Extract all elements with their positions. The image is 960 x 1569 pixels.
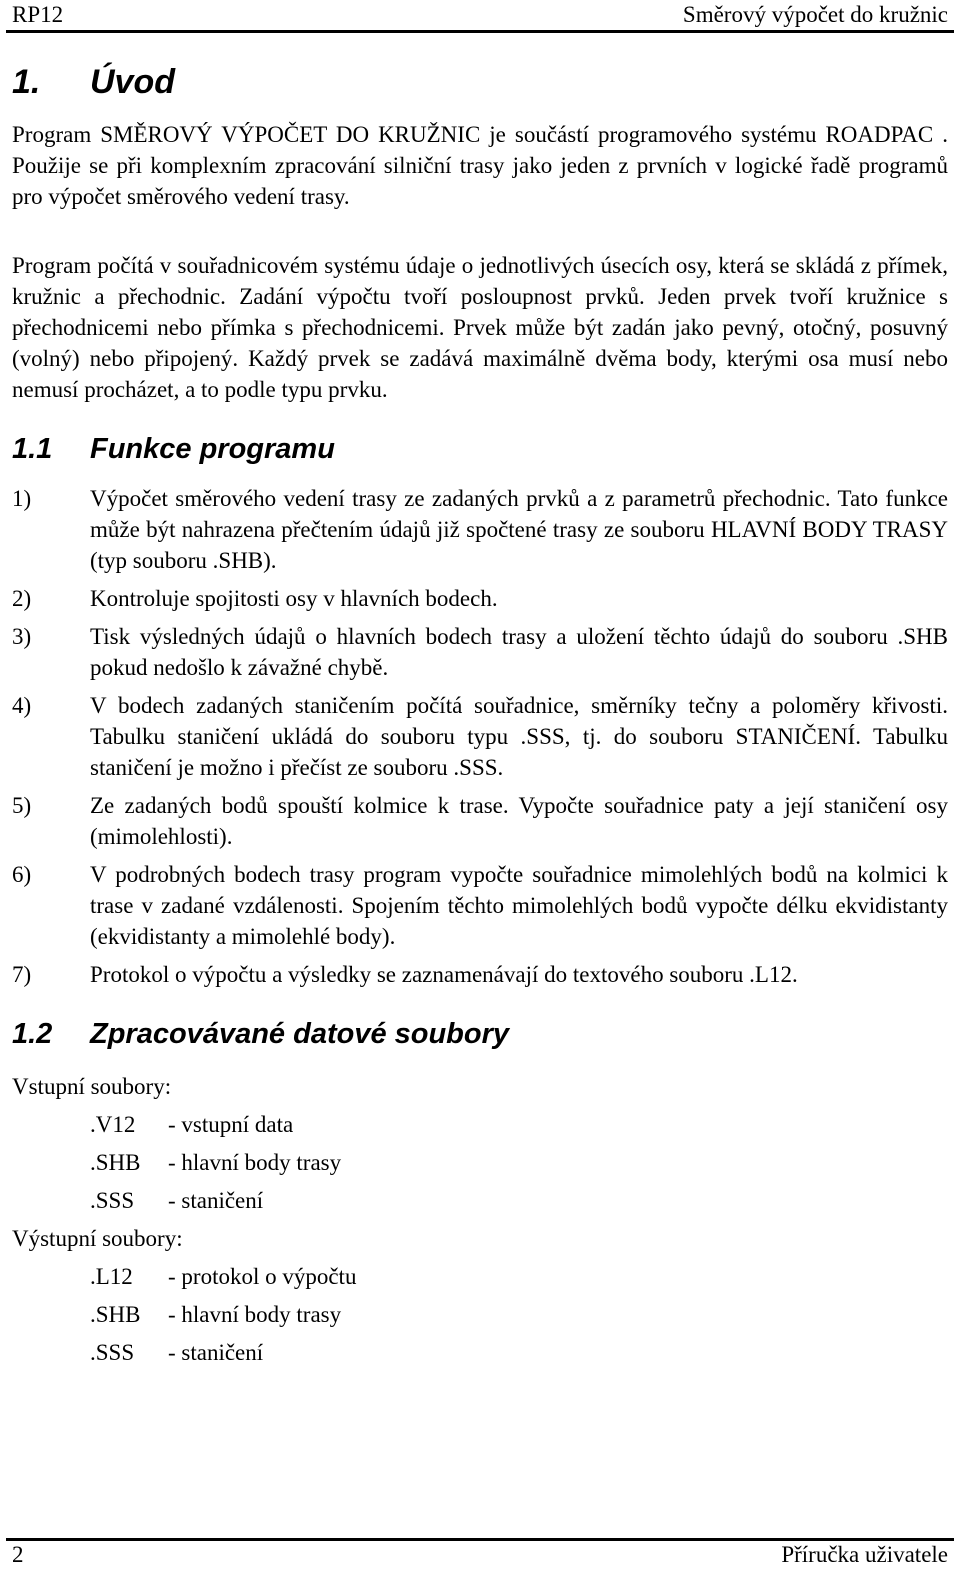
list-item-number: 2): [12, 586, 32, 611]
list-item-number: 4): [12, 693, 32, 718]
intro-paragraph-2: Program počítá v souřadnicovém systému údaje o jednotlivých úsecích osy, která se skládá z přímek, kružnic a přechodnic. Zadání výpočtu tvoří posloupnost prvků. Jeden prvek tvoří kružnice s přechodnicemi nebo přímka s přechodnicemi. Prvek může být zadán jako pevný, otočný, posuvný (volný) nebo připojený. Každý prvek se zadává maximálně dvěma body, kterými osa musí nebo nemusí procházet, a to podle typu prvku.: [12, 253, 948, 402]
file-row: [12, 1296, 948, 1334]
file-row: [12, 1106, 948, 1144]
page-number: 2: [12, 1542, 24, 1567]
list-item-text: Ze zadaných bodů spouští kolmice k trase. Vypočte souřadnice paty a její staničení osy (mimolehlosti).: [90, 793, 948, 849]
list-item-text: V bodech zadaných staničením počítá souřadnice, směrníky tečny a poloměry křivosti. Tabulku staničení ukládá do souboru typu .SSS, tj. do souboru STANIČENÍ. Tabulku staničení je možno i přečíst ze souboru .SSS.: [90, 693, 948, 780]
section-heading-intro: [12, 62, 948, 102]
list-item-number: 6): [12, 862, 32, 887]
subsection-number: 1.1: [12, 433, 53, 465]
function-list: [12, 483, 948, 990]
footer-doc-title: Příručka uživatele: [781, 1542, 948, 1567]
file-extension: .L12: [90, 1264, 133, 1289]
list-item-text: Kontroluje spojitosti osy v hlavních bodech.: [90, 586, 498, 611]
section-number: 1.: [12, 63, 41, 101]
section-heading-functions: [12, 431, 948, 467]
file-extension: .SSS: [90, 1340, 135, 1365]
file-description: - staničení: [168, 1340, 264, 1365]
subsection-number: 1.2: [12, 1018, 53, 1050]
section-title: Úvod: [90, 63, 175, 101]
section-heading-data-files: [12, 1016, 948, 1052]
header-rule: [6, 30, 954, 33]
subsection-title: Zpracovávané datové soubory: [90, 1018, 510, 1050]
file-row: [12, 1182, 948, 1220]
file-extension: .SSS: [90, 1188, 135, 1213]
list-item: [12, 859, 948, 952]
list-item-text: Protokol o výpočtu a výsledky se zaznamenávají do textového souboru .L12.: [90, 962, 798, 987]
file-lists: [12, 1068, 948, 1372]
page-footer: [12, 1541, 948, 1569]
file-extension: .V12: [90, 1112, 136, 1137]
file-description: - protokol o výpočtu: [168, 1264, 357, 1289]
file-description: - vstupní data: [168, 1112, 294, 1137]
file-description: - hlavní body trasy: [168, 1302, 342, 1327]
output-files-label: Výstupní soubory:: [12, 1226, 183, 1251]
list-item-text: V podrobných bodech trasy program vypočte souřadnice mimolehlých bodů na kolmici k trase v zadané vzdálenosti. Spojením těchto mimolehlých bodů vypočte délku ekvidistanty (ekvidistanty a mimolehlé body).: [90, 862, 948, 949]
file-description: - hlavní body trasy: [168, 1150, 342, 1175]
input-files-label: Vstupní soubory:: [12, 1074, 172, 1099]
file-extension: .SHB: [90, 1302, 141, 1327]
intro-paragraph-1: Program SMĚROVÝ VÝPOČET DO KRUŽNIC je součástí programového systému ROADPAC . Použije se při komplexním zpracování silniční trasy jako jeden z prvních v logické řadě programů pro výpočet směrového vedení trasy.: [12, 122, 948, 209]
list-item-text: Výpočet směrového vedení trasy ze zadaných prvků a z parametrů přechodnic. Tato funkce může být nahrazena přečtením údajů již spočtené trasy ze souboru HLAVNÍ BODY TRASY (typ souboru .SHB).: [90, 486, 948, 573]
list-item-number: 3): [12, 624, 32, 649]
subsection-title: Funkce programu: [90, 433, 335, 465]
header-doc-code: RP12: [12, 2, 64, 27]
list-item: [12, 790, 948, 852]
list-item: [12, 690, 948, 783]
page-header: [12, 0, 948, 30]
list-item-text: Tisk výsledných údajů o hlavních bodech trasy a uložení těchto údajů do souboru .SHB pokud nedošlo k závažné chybě.: [90, 624, 948, 680]
file-row: [12, 1144, 948, 1182]
header-doc-title: Směrový výpočet do kružnic: [682, 2, 948, 27]
list-item-number: 1): [12, 486, 32, 511]
list-item: [12, 483, 948, 576]
file-row: [12, 1334, 948, 1372]
list-item-number: 5): [12, 793, 32, 818]
list-item-number: 7): [12, 962, 32, 987]
file-description: - staničení: [168, 1188, 264, 1213]
file-row: [12, 1258, 948, 1296]
file-extension: .SHB: [90, 1150, 141, 1175]
list-item: [12, 621, 948, 683]
list-item: [12, 583, 948, 614]
page-content: [12, 62, 948, 1372]
list-item: [12, 959, 948, 990]
